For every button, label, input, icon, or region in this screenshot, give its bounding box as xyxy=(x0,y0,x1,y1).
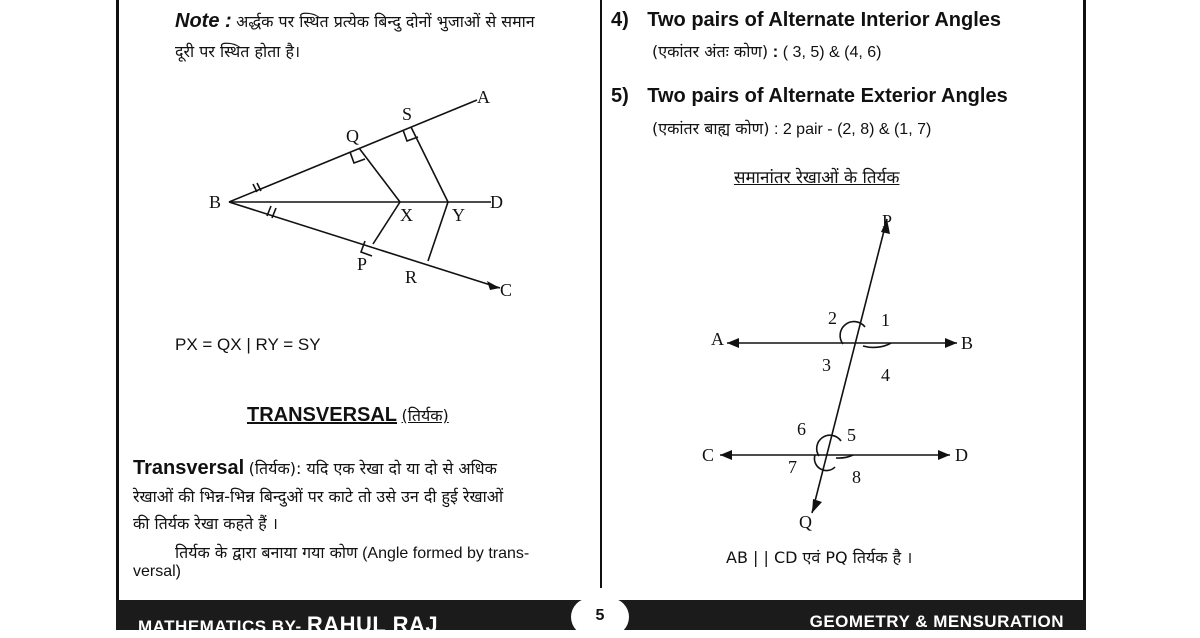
left-margin xyxy=(0,0,116,630)
label-angle-1: 1 xyxy=(881,310,890,330)
transversal-def-1: (तिर्यक): यदि एक रेखा दो या दो से अधिक xyxy=(248,459,497,478)
seg-px xyxy=(373,202,400,244)
arrow-d xyxy=(938,450,950,460)
angle-formed-en: (Angle formed by trans- xyxy=(362,545,530,562)
label-angle-3: 3 xyxy=(822,355,831,375)
label-c: C xyxy=(500,280,513,300)
footer-author: RAHUL RAJ xyxy=(306,612,439,637)
label-d: D xyxy=(490,192,503,212)
item-4-detail xyxy=(652,40,881,62)
label-p: P xyxy=(882,211,893,231)
item-4-number: 4) xyxy=(611,9,629,31)
equation: PX = QX | RY = SY xyxy=(175,335,321,354)
label-angle-6: 6 xyxy=(797,419,806,439)
label-d: D xyxy=(955,445,968,465)
transversal-term: Transversal xyxy=(133,457,245,479)
arrow-c xyxy=(487,281,500,290)
item-5-heading xyxy=(611,85,1008,108)
label-angle-5: 5 xyxy=(847,425,856,445)
label-angle-4: 4 xyxy=(881,365,890,385)
item-5-values: : 2 pair - (2, 8) & (1, 7) xyxy=(773,121,932,138)
label-s: S xyxy=(402,104,413,124)
note-label: Note : xyxy=(175,10,232,32)
angle-formed-hi: तिर्यक के द्वारा बनाया गया कोण xyxy=(175,543,358,562)
arrow-a xyxy=(727,338,739,348)
label-y: Y xyxy=(452,205,465,225)
angle-bisector-figure xyxy=(195,80,535,305)
figure-2-caption: AB | | CD एवं PQ तिर्यक है । xyxy=(726,548,913,567)
transversal-def-2: रेखाओं की भिन्न-भिन्न बिन्दुओं पर काटे तो उसे उन दी हुई रेखाओं xyxy=(133,487,504,506)
seg-qx xyxy=(359,148,400,202)
item-4-title: Two pairs of Alternate Interior Angles xyxy=(647,9,1001,31)
item-5-title: Two pairs of Alternate Exterior Angles xyxy=(647,85,1008,107)
item-4-hindi: (एकांतर अंतः कोण) xyxy=(652,42,769,61)
item-4-values: ( 3, 5) & (4, 6) xyxy=(782,44,882,61)
column-divider xyxy=(600,0,602,588)
note-text-1: अर्द्धक पर स्थित प्रत्येक बिन्दु दोनों भुजाओं से समान xyxy=(236,12,535,31)
page-number: 5 xyxy=(571,598,629,636)
page-footer xyxy=(116,600,1086,637)
transversal-line-1 xyxy=(133,457,591,480)
label-q: Q xyxy=(346,126,359,146)
arrow-b xyxy=(945,338,957,348)
label-q: Q xyxy=(799,512,812,532)
angle-formed-line-1 xyxy=(175,541,529,563)
transversal-heading xyxy=(247,404,449,427)
arrow-q xyxy=(812,499,822,513)
label-angle-7: 7 xyxy=(788,457,797,477)
footer-prefix: MATHEMATICS BY- xyxy=(138,617,307,636)
angle-formed-line-2: versal) xyxy=(133,563,182,580)
label-p: P xyxy=(357,254,368,274)
footer-author-line xyxy=(138,612,438,638)
label-a: A xyxy=(711,329,724,349)
item-5-hindi: (एकांतर बाह्य कोण) xyxy=(652,119,770,138)
arc-angle-2 xyxy=(840,322,865,344)
label-angle-8: 8 xyxy=(852,467,861,487)
label-c: C xyxy=(702,445,715,465)
label-r: R xyxy=(405,267,418,287)
label-x: X xyxy=(400,205,413,225)
parallel-lines-figure xyxy=(695,205,985,535)
label-b: B xyxy=(961,333,974,353)
label-b: B xyxy=(209,192,222,212)
label-a: A xyxy=(477,87,490,107)
item-4-colon: : xyxy=(772,42,779,61)
transversal-def-3: की तिर्यक रेखा कहते हैं । xyxy=(133,514,278,533)
label-angle-2: 2 xyxy=(828,308,837,328)
right-margin xyxy=(1086,0,1200,630)
note-line-1 xyxy=(175,10,535,33)
item-4-heading xyxy=(611,9,1001,32)
angle-mark-upper xyxy=(253,183,261,192)
item-5-number: 5) xyxy=(611,85,629,107)
figure-2-heading: समानांतर रेखाओं के तिर्यक xyxy=(734,168,900,188)
arrow-c-right xyxy=(720,450,732,460)
transversal-heading-hi: (तिर्यक) xyxy=(401,406,449,425)
item-5-detail xyxy=(652,117,931,139)
footer-title: GEOMETRY & MENSURATION xyxy=(809,612,1064,631)
note-text-2: दूरी पर स्थित होता है। xyxy=(175,42,301,61)
seg-ry xyxy=(428,202,448,261)
transversal-heading-en: TRANSVERSAL xyxy=(247,404,398,426)
